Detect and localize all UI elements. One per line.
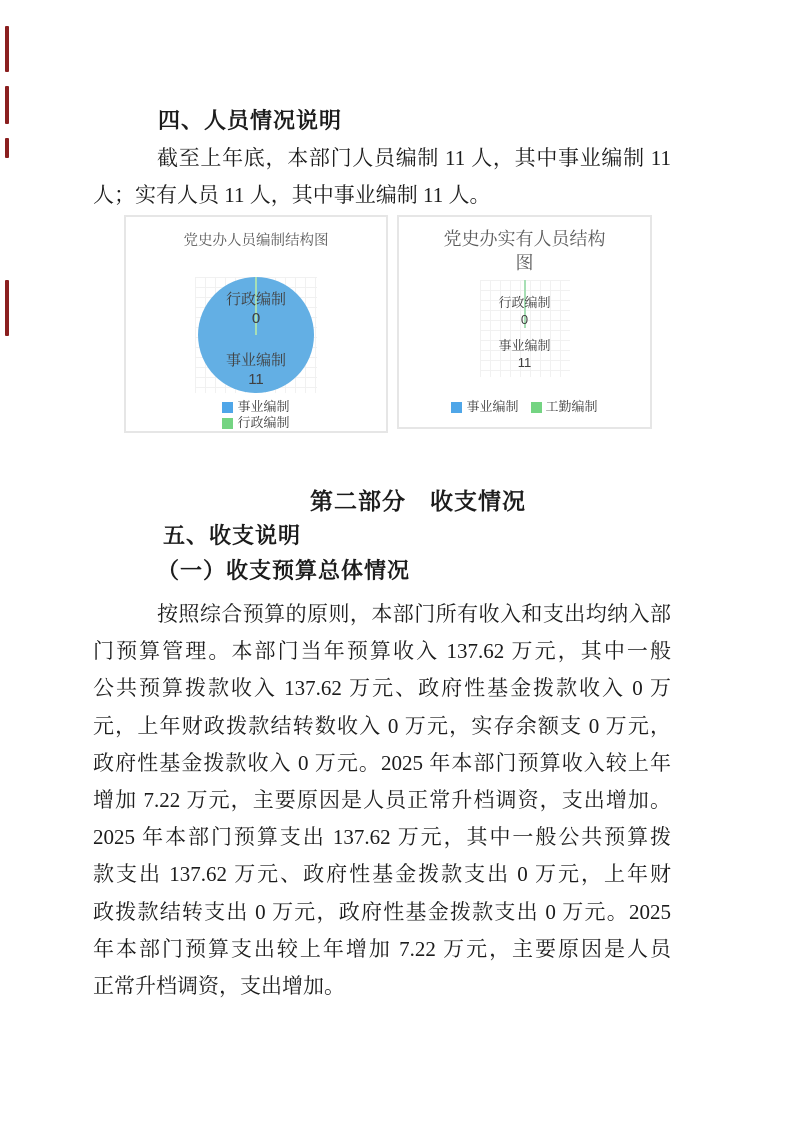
pie-label-name: 事业编制 xyxy=(498,338,551,353)
pie-label-value: 11 xyxy=(248,371,264,388)
scan-artifact-mark xyxy=(5,26,9,72)
pie-label-value: 0 xyxy=(251,310,261,327)
paragraph-line: 人；实有人员 11 人，其中事业编制 11 人。 xyxy=(93,183,491,207)
paragraph-line: 增加 7.22 万元，主要原因是人员正常升档调资，支出增加。 xyxy=(93,788,671,813)
pie-data-label xyxy=(195,290,317,328)
subsection-heading-budget-overview: （一）收支预算总体情况 xyxy=(157,558,411,583)
paragraph-line: 正常升档调资，支出增加。 xyxy=(93,974,345,999)
pie-label-name: 事业编制 xyxy=(225,352,286,369)
pie-label-name: 行政编制 xyxy=(498,295,551,310)
chart-legend xyxy=(399,399,650,415)
legend-item xyxy=(222,415,289,431)
chart-panel-establishment xyxy=(124,215,388,433)
chart-legend xyxy=(126,399,386,431)
pie-data-label xyxy=(195,351,317,389)
charts-row xyxy=(124,215,652,433)
pie-data-label xyxy=(480,337,570,371)
chart-plot-area xyxy=(480,280,570,377)
legend-label: 工勤编制 xyxy=(545,399,598,414)
chart-title: 党史办人员编制结构图 xyxy=(183,233,329,249)
legend-swatch-blue-icon xyxy=(222,402,233,413)
legend-item xyxy=(222,399,289,415)
scan-artifact-mark xyxy=(5,138,9,158)
paragraph-line: 年本部门预算支出较上年增加 7.22 万元，主要原因是人员 xyxy=(93,936,671,961)
scan-artifact-mark xyxy=(5,86,9,124)
legend-label: 事业编制 xyxy=(466,399,519,414)
paragraph-line: 公共预算拨款收入 137.62 万元、政府性基金拨款收入 0 万 xyxy=(93,676,671,701)
legend-swatch-blue-icon xyxy=(451,402,462,413)
section-heading-budget: 五、收支说明 xyxy=(163,523,302,548)
legend-swatch-green-icon xyxy=(531,402,542,413)
chart-panel-actual xyxy=(397,215,652,429)
paragraph-line: 政拨款结转支出 0 万元，政府性基金拨款支出 0 万元。2025 xyxy=(93,899,671,924)
legend-swatch-green-icon xyxy=(222,418,233,429)
paragraph-line: 2025 年本部门预算支出 137.62 万元，其中一般公共预算拨 xyxy=(93,825,671,850)
paragraph-line: 门预算管理。本部门当年预算收入 137.62 万元，其中一般 xyxy=(93,639,671,664)
chart-title-line: 图 xyxy=(515,253,534,273)
paragraph-line: 截至上年底，本部门人员编制 11 人，其中事业编制 11 xyxy=(157,146,671,170)
legend-item xyxy=(531,399,598,415)
budget-paragraph xyxy=(93,596,671,1005)
personnel-paragraph xyxy=(93,140,671,214)
pie-label-value: 11 xyxy=(517,355,532,370)
legend-item xyxy=(451,399,518,415)
paragraph-line: 按照综合预算的原则，本部门所有收入和支出均纳入部 xyxy=(157,602,671,626)
paragraph-line: 政府性基金拨款收入 0 万元。2025 年本部门预算收入较上年 xyxy=(93,750,671,775)
part2-heading: 第二部分 收支情况 xyxy=(310,489,526,514)
scan-artifact-mark xyxy=(5,280,9,336)
paragraph-line: 元，上年财政拨款结转数收入 0 万元，实存余额支 0 万元， xyxy=(93,713,671,738)
chart-title xyxy=(399,227,650,275)
pie-data-label xyxy=(480,294,570,328)
pie-label-name: 行政编制 xyxy=(225,291,286,308)
chart-plot-area xyxy=(195,277,317,393)
chart-title-line: 党史办实有人员结构 xyxy=(443,229,606,249)
legend-label: 行政编制 xyxy=(237,415,290,430)
section-heading-personnel: 四、人员情况说明 xyxy=(158,108,343,133)
paragraph-line: 款支出 137.62 万元、政府性基金拨款支出 0 万元，上年财 xyxy=(93,862,671,887)
pie-label-value: 0 xyxy=(520,312,529,327)
legend-label: 事业编制 xyxy=(237,399,290,414)
